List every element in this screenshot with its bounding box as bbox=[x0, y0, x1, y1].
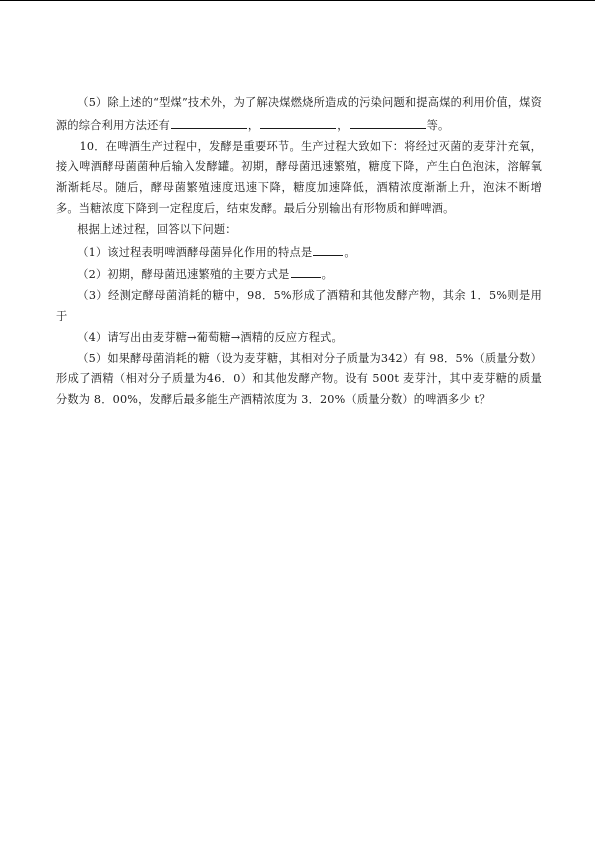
q9-part5 bbox=[56, 93, 542, 137]
page-top-border bbox=[0, 0, 595, 1]
q9-part5-end: 等。 bbox=[426, 118, 450, 132]
document-body bbox=[56, 93, 542, 411]
q10-part3: （3）经测定酵母菌消耗的糖中，98．5%形成了酒精和其他发酵产物，其余 1．5%则是用于 bbox=[56, 289, 542, 323]
answer-blank-2[interactable] bbox=[260, 114, 336, 129]
q10-prompt: 根据上述过程，回答以下问题： bbox=[77, 222, 237, 236]
q10-part2-end: 。 bbox=[321, 268, 333, 282]
answer-blank-5[interactable] bbox=[291, 263, 321, 278]
answer-blank-1[interactable] bbox=[171, 114, 247, 129]
q10-part4: （4）请写出由麦芽糖→葡萄糖→酒精的反应方程式。 bbox=[77, 330, 343, 344]
q10-part1-text: （1）该过程表明啤酒酵母菌异化作用的特点是 bbox=[77, 245, 313, 259]
q10-part2 bbox=[56, 263, 542, 286]
q10-part1-end: 。 bbox=[344, 245, 356, 259]
q9-part5-sep1: ， bbox=[247, 118, 260, 132]
q10-part5: （5）如果酵母菌消耗的糖（设为麦芽糖，其相对分子质量为342）有 98．5%（质量分数）形成了酒精（相对分子质量为46．0）和其他发酵产物。设有 500t 麦芽汁，其中麦芽糖的质量分数为 8．00%，发酵后最多能生产酒精浓度为 3．20%（质量分数）的啤酒多少 t？ bbox=[56, 351, 542, 407]
answer-blank-4[interactable] bbox=[313, 241, 343, 256]
answer-blank-3[interactable] bbox=[350, 114, 426, 129]
q9-part5-text: （5）除上述的“型煤”技术外，为了解决煤燃烧所造成的污染问题和提高煤的利用价值，煤资源的综合利用方法还有 bbox=[56, 96, 542, 132]
q9-part5-sep2: ， bbox=[337, 118, 349, 132]
q10-part2-text: （2）初期，酵母菌迅速繁殖的主要方式是 bbox=[77, 268, 290, 282]
q10-part1 bbox=[56, 241, 542, 264]
q10-intro: 10．在啤酒生产过程中，发酵是重要环节。生产过程大致如下：将经过灭菌的麦芽汁充氧，接入啤酒酵母菌菌种后输入发酵罐。初期，酵母菌迅速繁殖，糖度下降，产生白色泡沫，溶解氧渐渐耗尽。随后，酵母菌繁殖速度迅速下降，糖度加速降低，酒精浓度渐渐上升，泡沫不断增多。当糖浓度下降到一定程度后，结束发酵。最后分别输出有形物质和鲜啤酒。 bbox=[56, 139, 542, 215]
